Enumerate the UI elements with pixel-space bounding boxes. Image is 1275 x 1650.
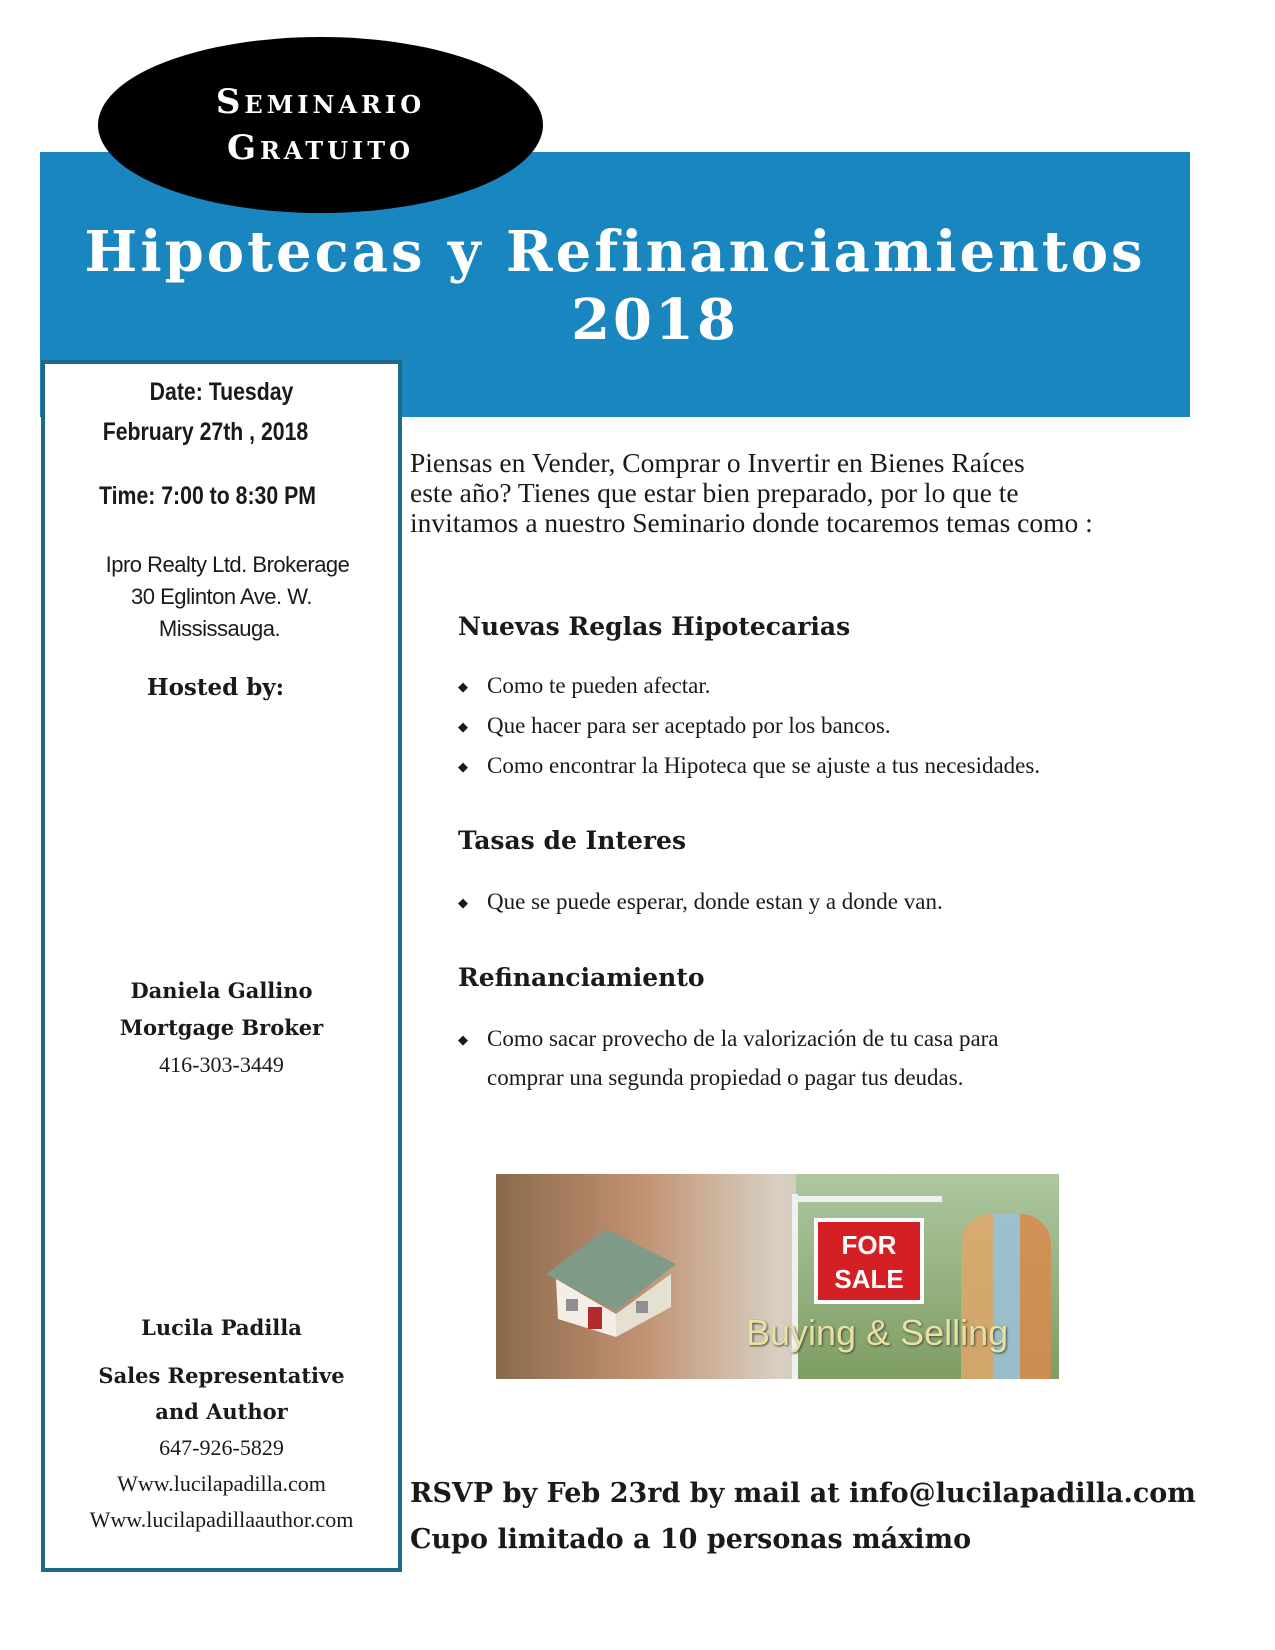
image-caption: Buying & Selling	[746, 1312, 1009, 1353]
diamond-bullet-icon: ◆	[458, 679, 468, 694]
event-time: Time: 7:00 to 8:30 PM	[99, 482, 316, 510]
bullet-text: Que hacer para ser aceptado por los bancos.	[487, 713, 891, 738]
bullet-text: Como encontrar la Hipoteca que se ajuste a tus necesidades.	[487, 753, 1041, 778]
host1-name: Daniela Gallino	[130, 978, 313, 1003]
host2-website-2: Www.lucilapadillaauthor.com	[89, 1507, 354, 1532]
section-title-interest-rates: Tasas de Interes	[458, 826, 687, 855]
host1-details	[45, 972, 398, 1083]
sign-line-1: FOR	[841, 1230, 897, 1260]
page-title	[40, 218, 1190, 354]
sign-line-2: SALE	[834, 1264, 904, 1294]
host2-phone: 647-926-5829	[159, 1435, 284, 1460]
event-date: February 27th , 2018	[102, 418, 309, 446]
buying-selling-image	[496, 1174, 1059, 1379]
diamond-bullet-icon: ◆	[458, 719, 468, 734]
host2-title-line-2: and Author	[155, 1399, 288, 1424]
host1-phone: 416-303-3449	[159, 1052, 284, 1077]
badge-line-1: Seminario	[215, 82, 426, 122]
bullet-item	[458, 1020, 999, 1097]
bullet-item	[458, 667, 711, 706]
rsvp-line: RSVP by Feb 23rd by mail at info@lucilapadilla.com	[410, 1478, 1196, 1509]
for-sale-sign	[814, 1218, 924, 1304]
intro-line-1: Piensas en Vender, Comprar o Invertir en Bienes Raíces	[410, 447, 1025, 478]
host1-title: Mortgage Broker	[119, 1015, 324, 1040]
intro-line-2: este año? Tienes que estar bien preparado, por lo que te	[410, 477, 1019, 508]
bullet-text: Que se puede esperar, donde estan y a donde van.	[487, 889, 943, 914]
hosted-by-label: Hosted by:	[146, 674, 285, 701]
house-icon	[536, 1219, 686, 1339]
title-line-1: Hipotecas y Refinanciamientos	[84, 219, 1146, 285]
badge-line-2: Gratuito	[226, 128, 415, 168]
intro-line-3: invitamos a nuestro Seminario donde tocaremos temas como :	[410, 507, 1093, 538]
capacity-note: Cupo limitado a 10 personas máximo	[410, 1524, 972, 1555]
diamond-bullet-icon: ◆	[458, 1032, 468, 1047]
bullet-item	[458, 707, 891, 746]
bullet-text: Como te pueden afectar.	[487, 673, 711, 698]
venue-name: Ipro Realty Ltd. Brokerage	[105, 552, 350, 577]
section-title-new-rules: Nuevas Reglas Hipotecarias	[458, 612, 851, 641]
free-seminar-badge	[98, 37, 543, 213]
bullet-text-continued: comprar una segunda propiedad o pagar tus deudas.	[487, 1065, 964, 1090]
diamond-bullet-icon: ◆	[458, 759, 468, 774]
title-year: 2018	[571, 287, 739, 353]
bullet-item	[458, 883, 943, 922]
diamond-bullet-icon: ◆	[458, 895, 468, 910]
host2-title-line-1: Sales Representative	[98, 1363, 345, 1388]
event-date-day: Date: Tuesday	[149, 378, 294, 406]
host2-name: Lucila Padilla	[141, 1315, 302, 1340]
bullet-item	[458, 747, 1040, 786]
intro-paragraph	[410, 448, 1200, 538]
venue-address: 30 Eglinton Ave. W.	[131, 584, 312, 609]
venue-city: Mississauga.	[158, 616, 281, 641]
bullet-text: Como sacar provecho de la valorización de tu casa para	[487, 1026, 999, 1051]
section-title-refinancing: Refinanciamiento	[458, 963, 705, 992]
host2-details	[45, 1310, 398, 1538]
host2-website-1: Www.lucilapadilla.com	[117, 1471, 326, 1496]
